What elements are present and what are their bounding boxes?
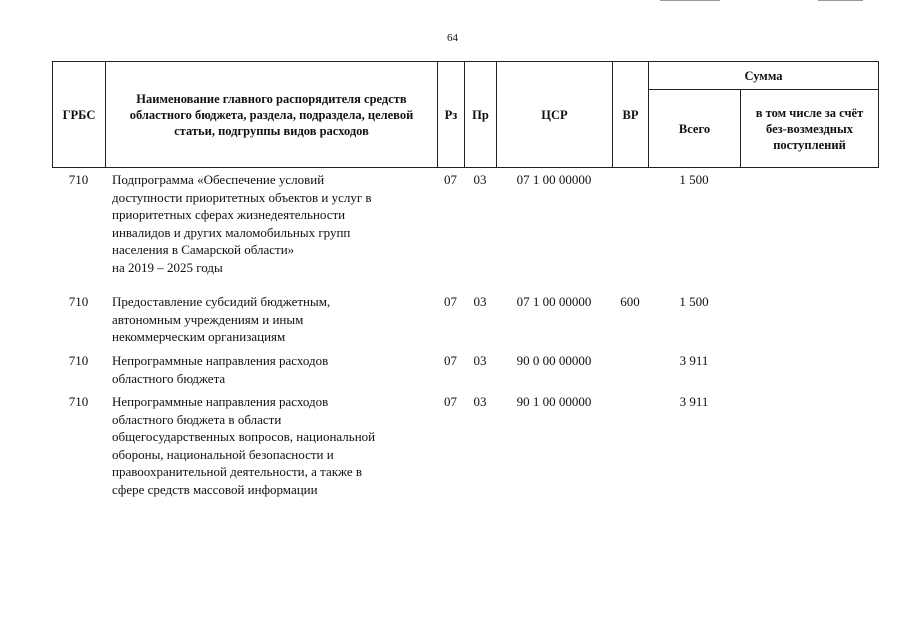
cell-csr: 90 1 00 00000: [516, 394, 592, 409]
page-number: 64: [447, 32, 458, 44]
table-row: [52, 293, 878, 352]
name-line: доступности приоритетных объектов и услуг в: [112, 189, 372, 205]
name-line: населения в Самарской области»: [112, 242, 295, 257]
cell-grbs: 710: [68, 172, 89, 187]
cell-free: [740, 171, 878, 293]
cell-pr: 03: [473, 172, 487, 187]
name-line: инвалидов и других маломобильных групп: [112, 224, 351, 240]
table-row: [52, 171, 878, 293]
name-line: Подпрограмма «Обеспечение условий: [112, 172, 325, 187]
cell-total: 1 500: [679, 294, 709, 309]
header-sum: Сумма: [649, 62, 879, 90]
cell-name: [105, 171, 437, 293]
cell-grbs: 710: [68, 294, 89, 309]
scan-edge-mark: [660, 0, 720, 1]
name-line: некоммерческим организациям: [112, 329, 286, 344]
name-line: сфере средств массовой информации: [112, 481, 318, 497]
cell-grbs: 710: [68, 353, 89, 368]
header-grbs: ГРБС: [53, 62, 106, 168]
cell-pr: 03: [473, 394, 487, 409]
cell-rz: 07: [444, 172, 457, 187]
name-line: областного бюджета в области: [112, 411, 282, 427]
cell-free: [740, 352, 878, 393]
cell-vr: [612, 171, 648, 293]
cell-rz: 07: [444, 294, 457, 309]
header-csr: ЦСР: [497, 62, 613, 168]
name-line: автономным учреждениям и иным: [112, 311, 304, 327]
header-pr: Пр: [465, 62, 497, 168]
cell-pr: 03: [473, 353, 487, 368]
cell-pr: 03: [473, 294, 487, 309]
name-line: правоохранительной деятельности, а также в: [112, 464, 363, 479]
budget-table-header: [52, 61, 879, 168]
cell-total: 1 500: [679, 172, 709, 187]
cell-grbs: 710: [68, 394, 89, 409]
cell-name: [105, 352, 437, 393]
cell-csr: 07 1 00 00000: [516, 294, 592, 309]
header-total: Всего: [649, 90, 741, 168]
cell-rz: 07: [444, 394, 457, 409]
cell-free: [740, 393, 878, 503]
cell-csr: 07 1 00 00000: [516, 172, 592, 187]
name-line: Непрограммные направления расходов: [112, 353, 329, 368]
header-rz: Рз: [438, 62, 465, 168]
name-line: областного бюджета: [112, 370, 226, 386]
table-row: [52, 393, 878, 503]
cell-total: 3 911: [679, 394, 709, 409]
name-line: Предоставление субсидий бюджетным,: [112, 294, 331, 309]
header-incl-free: в том числе за счёт без-возмездных поступлений: [741, 90, 879, 168]
cell-free: [740, 293, 878, 352]
cell-vr: 600: [620, 294, 640, 309]
cell-rz: 07: [444, 353, 457, 368]
name-line: Непрограммные направления расходов: [112, 394, 329, 409]
cell-vr: [612, 393, 648, 503]
cell-name: [105, 393, 437, 503]
cell-name: [105, 293, 437, 352]
name-line: на 2019 – 2025 годы: [112, 259, 223, 275]
table-body: [52, 171, 878, 503]
scan-edge-mark: [818, 0, 863, 1]
name-line: обороны, национальной безопасности и: [112, 446, 334, 462]
name-line: приоритетных сферах жизнедеятельности: [112, 207, 346, 222]
header-vr: ВР: [613, 62, 649, 168]
header-name: Наименование главного распорядителя средств областного бюджета, раздела, подраздела, целевой статьи, подгруппы видов расходов: [106, 62, 438, 168]
cell-vr: [612, 352, 648, 393]
cell-csr: 90 0 00 00000: [516, 353, 592, 368]
table-row: [52, 352, 878, 393]
cell-total: 3 911: [679, 353, 709, 368]
name-line: общегосударственных вопросов, национальной: [112, 429, 376, 444]
